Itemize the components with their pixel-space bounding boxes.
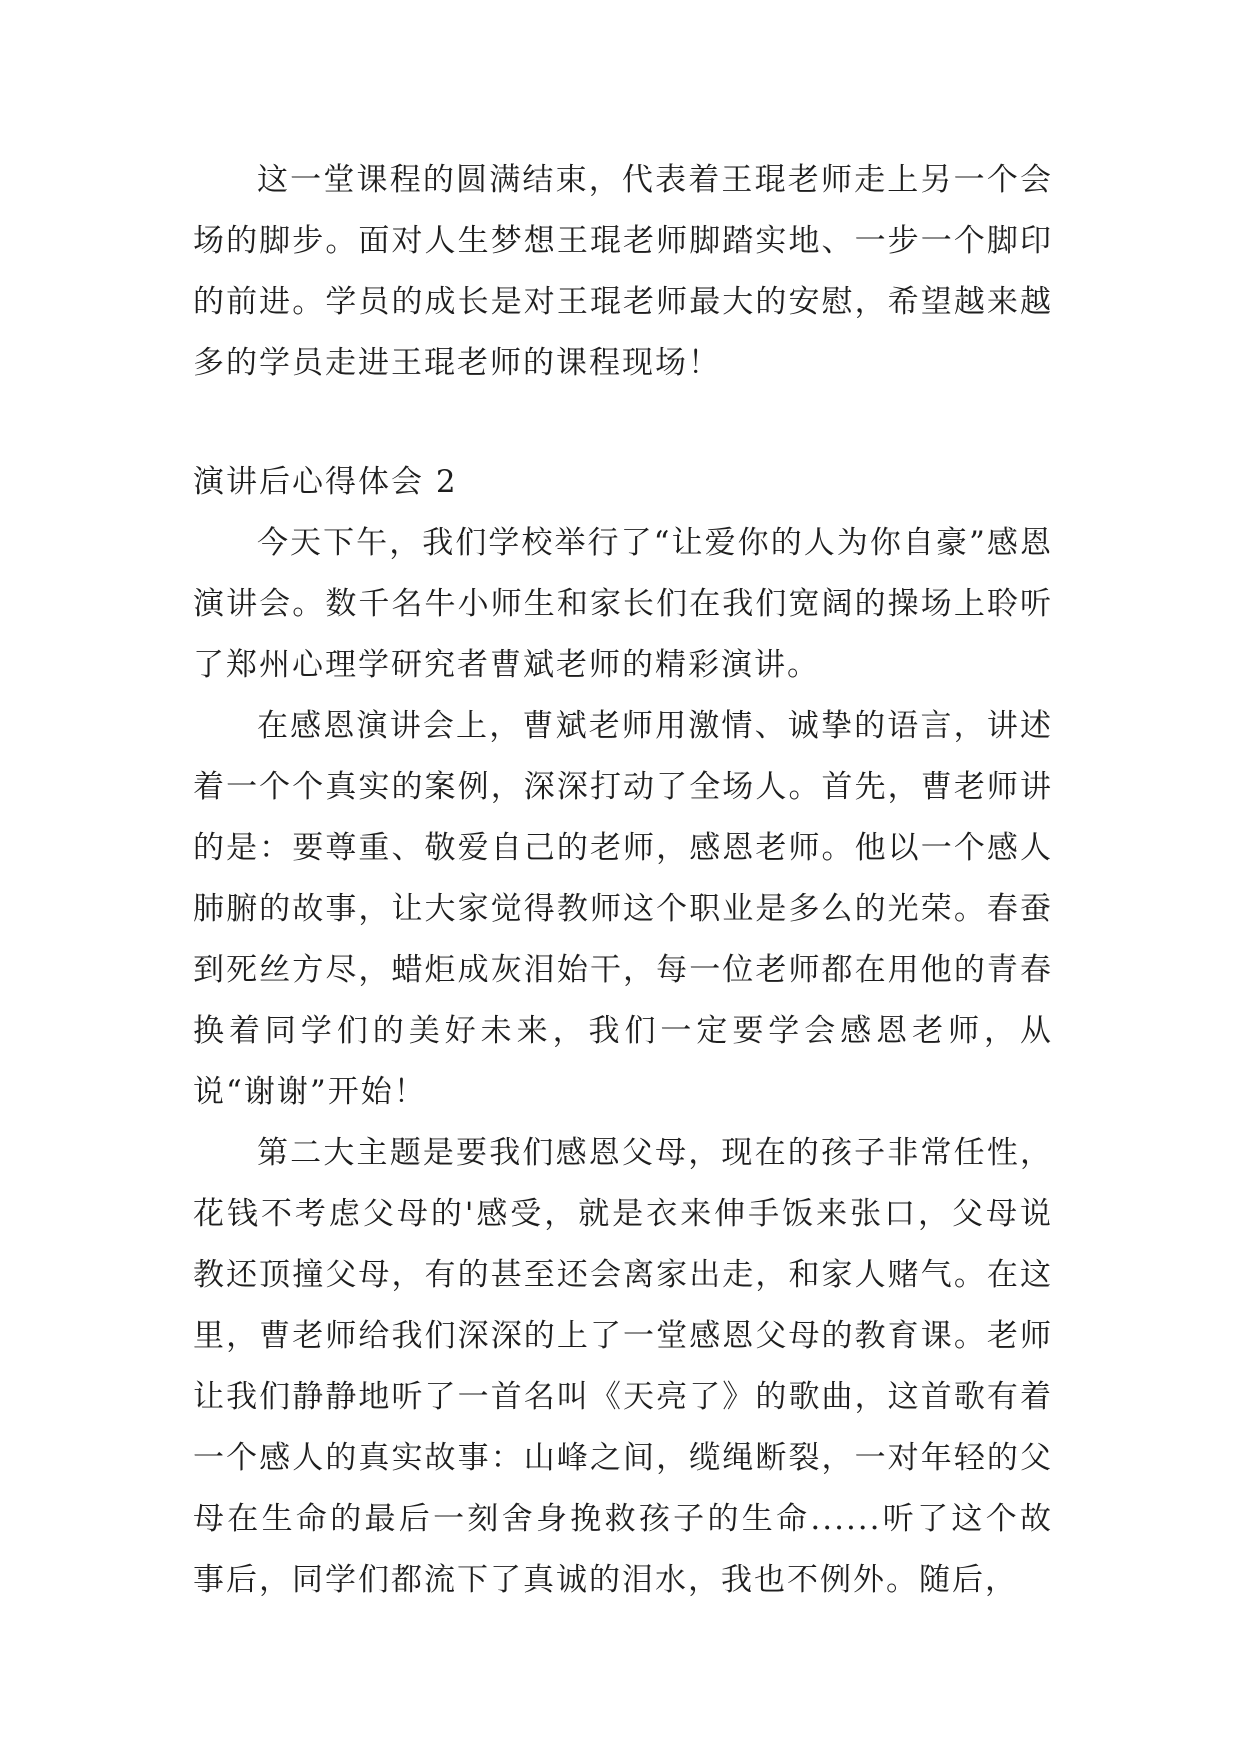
section-heading: 演讲后心得体会 2 bbox=[193, 464, 458, 500]
paragraph-1: 这一堂课程的圆满结束，代表着王琨老师走上另一个会场的脚步。面对人生梦想王琨老师脚踏实地、一步一个脚印的前进。学员的成长是对王琨老师最大的安慰，希望越来越多的学员走进王琨老师的课程现场！ bbox=[193, 162, 1053, 381]
document-body bbox=[193, 150, 1053, 1611]
paragraph-2: 今天下午，我们学校举行了“让爱你的人为你自豪”感恩演讲会。数千名牛小师生和家长们在我们宽阔的操场上聆听了郑州心理学研究者曹斌老师的精彩演讲。 bbox=[193, 525, 1053, 683]
paragraph-4: 第二大主题是要我们感恩父母，现在的孩子非常任性，花钱不考虑父母的'感受，就是衣来伸手饭来张口，父母说教还顶撞父母，有的甚至还会离家出走，和家人赌气。在这里，曹老师给我们深深的上了一堂感恩父母的教育课。老师让我们静静地听了一首名叫《天亮了》的歌曲，这首歌有着一个感人的真实故事：山峰之间，缆绳断裂，一对年轻的父母在生命的最后一刻舍身挽救孩子的生命......听了这个故事后，同学们都流下了真诚的泪水，我也不例外。随后， bbox=[193, 1135, 1053, 1598]
paragraph-3: 在感恩演讲会上，曹斌老师用激情、诚挚的语言，讲述着一个个真实的案例，深深打动了全场人。首先，曹老师讲的是：要尊重、敬爱自己的老师，感恩老师。他以一个感人肺腑的故事，让大家觉得教师这个职业是多么的光荣。春蚕到死丝方尽，蜡炬成灰泪始干，每一位老师都在用他的青春换着同学们的美好未来，我们一定要学会感恩老师，从说“谢谢”开始！ bbox=[193, 708, 1053, 1110]
